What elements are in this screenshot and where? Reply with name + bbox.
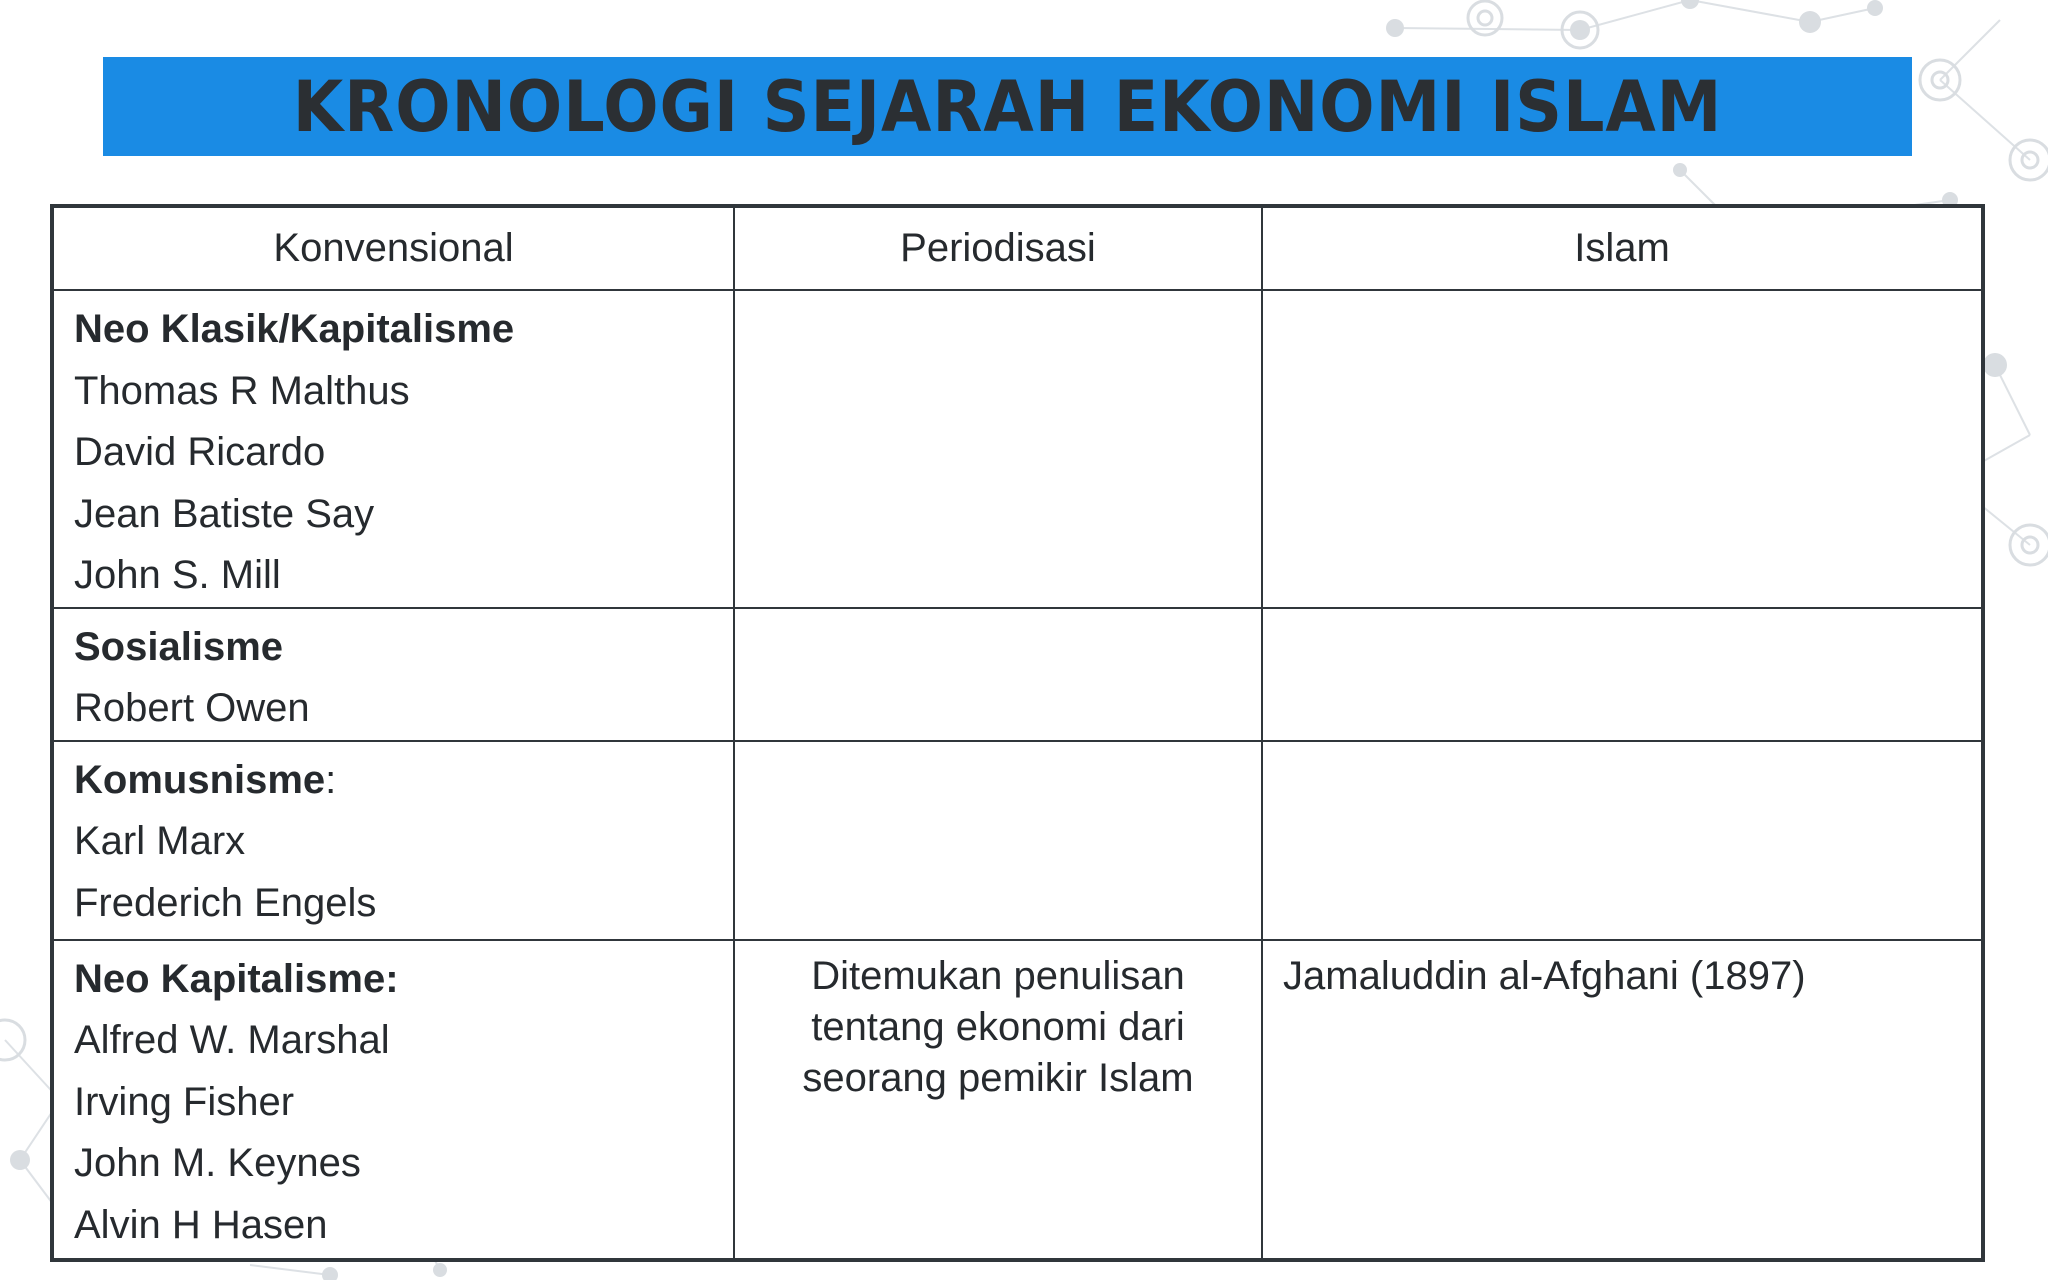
economist-name: John M. Keynes [74,1141,361,1185]
periodisasi-cell [734,290,1262,608]
islam-cell [1262,608,1983,741]
periodisasi-description: Ditemukan penulisan tentang ekonomi dari seorang pemikir Islam [802,953,1194,1100]
economist-name: Irving Fisher [74,1079,295,1124]
group-heading-line [74,750,733,812]
group-heading: Komusnisme [74,757,326,802]
economist-name: Karl Marx [74,819,246,863]
economist-name: Jean Batiste Say [74,491,375,536]
table-row [52,741,1983,940]
konvensional-cell [52,741,734,940]
table-row [52,608,1983,741]
economist-name: Frederich Engels [74,880,377,925]
islam-cell [1262,940,1983,1260]
table-header-row [52,206,1983,290]
economist-name: Alfred W. Marshal [74,1018,390,1062]
group-heading: Neo Kapitalisme: [74,956,399,1001]
economist-name: Alvin H Hasen [74,1202,328,1247]
economist-name: John S. Mill [74,553,281,597]
economist-name: Robert Owen [74,686,310,730]
periodisasi-cell [734,608,1262,741]
periodisasi-cell [734,741,1262,940]
konvensional-cell [52,608,734,741]
page-title: KRONOLOGI SEJARAH EKONOMI ISLAM [292,65,1723,148]
header-konvensional: Konvensional [52,206,734,290]
group-heading-colon: : [325,757,337,802]
islam-thinker: Jamaluddin al-Afghani (1897) [1283,953,1806,998]
islam-cell [1262,741,1983,940]
periodisasi-cell [734,940,1262,1260]
group-heading: Neo Klasik/Kapitalisme [74,307,515,351]
chronology-table [50,204,1985,1262]
header-periodisasi: Periodisasi [734,206,1262,290]
konvensional-cell [52,940,734,1260]
title-banner [103,57,1912,156]
table-row [52,290,1983,608]
economist-name: Thomas R Malthus [74,368,410,413]
group-heading: Sosialisme [74,624,284,669]
islam-cell [1262,290,1983,608]
table-row [52,940,1983,1260]
economist-name: David Ricardo [74,430,326,474]
header-islam: Islam [1262,206,1983,290]
konvensional-cell [52,290,734,608]
